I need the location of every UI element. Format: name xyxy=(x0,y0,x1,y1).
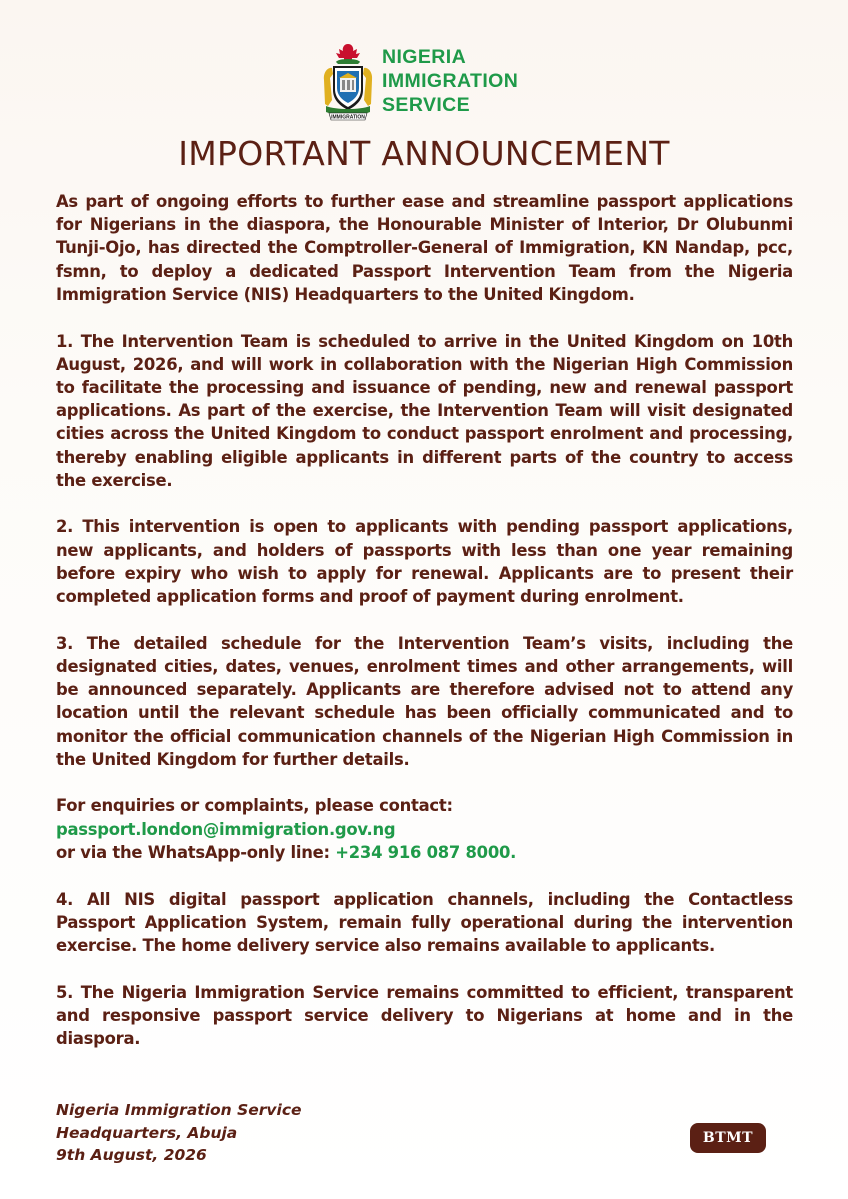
whatsapp-number-link[interactable]: +234 916 087 8000. xyxy=(335,842,517,862)
org-name-line3: SERVICE xyxy=(382,94,471,116)
whatsapp-prefix: or via the WhatsApp-only line: xyxy=(56,842,336,862)
nigeria-immigration-crest-icon xyxy=(320,40,376,122)
contact-whatsapp-line xyxy=(56,841,793,864)
signoff xyxy=(56,1099,302,1167)
intro-paragraph: As part of ongoing efforts to further ease and streamline passport applications for Nigerians in the diaspora, the Honourable Minister of Interior, Dr Olubunmi Tunji-Ojo, has directed the Comptroller-General of Immigration, KN Nandap, pcc, fsmn, to deploy a dedicated Passport Intervention Team from the Nigeria Immigration Service (NIS) Headquarters to the United Kingdom. xyxy=(56,192,793,304)
point-3: 3. The detailed schedule for the Intervention Team’s visits, including the designated cities, dates, venues, enrolment times and other arrangements, will be announced separately. Applicants are therefore advised not to attend any location until the relevant schedule has been officially communicated and to monitor the official communication channels of the Nigerian High Commission in the United Kingdom for further details. xyxy=(56,633,793,769)
contact-block xyxy=(56,794,793,864)
org-name-line1: NIGERIA xyxy=(382,46,467,68)
contact-email-link[interactable]: passport.london@immigration.gov.ng xyxy=(56,819,396,839)
signoff-date: 9th August, 2026 xyxy=(56,1146,207,1164)
nis-logo xyxy=(320,40,518,122)
contact-lead: For enquiries or complaints, please contact: xyxy=(56,796,453,816)
announcement-body xyxy=(56,190,793,1074)
org-name xyxy=(382,45,518,117)
signoff-location: Headquarters, Abuja xyxy=(56,1123,238,1142)
point-5: 5. The Nigeria Immigration Service remains committed to efficient, transparent and responsive passport service delivery to Nigerians at home and in the diaspora. xyxy=(56,982,793,1049)
btmt-badge: BTMT xyxy=(690,1123,766,1153)
point-4: 4. All NIS digital passport application channels, including the Contactless Passport Application System, remain fully operational during the intervention exercise. The home delivery service also remains available to applicants. xyxy=(56,889,793,955)
crest-banner-text: IMMIGRATION xyxy=(331,114,365,121)
org-name-line2: IMMIGRATION xyxy=(382,70,519,92)
point-2: 2. This intervention is open to applicants with pending passport applications, new applicants, and holders of passports with less than one year remaining before expiry who wish to apply for renewal. Applicants are to present their completed application forms and proof of payment during enrolment. xyxy=(56,517,793,607)
page-title: IMPORTANT ANNOUNCEMENT xyxy=(178,134,670,173)
signoff-org: Nigeria Immigration Service xyxy=(56,1101,302,1119)
point-1: 1. The Intervention Team is scheduled to arrive in the United Kingdom on 10th August, 2026, and will work in collaboration with the Nigerian High Commission to facilitate the processing and issuance of pending, new and renewal passport applications. As part of the exercise, the Intervention Team will visit designated cities across the United Kingdom to conduct passport enrolment and processing, thereby enabling eligible applicants in different parts of the country to access the exercise. xyxy=(56,331,793,490)
